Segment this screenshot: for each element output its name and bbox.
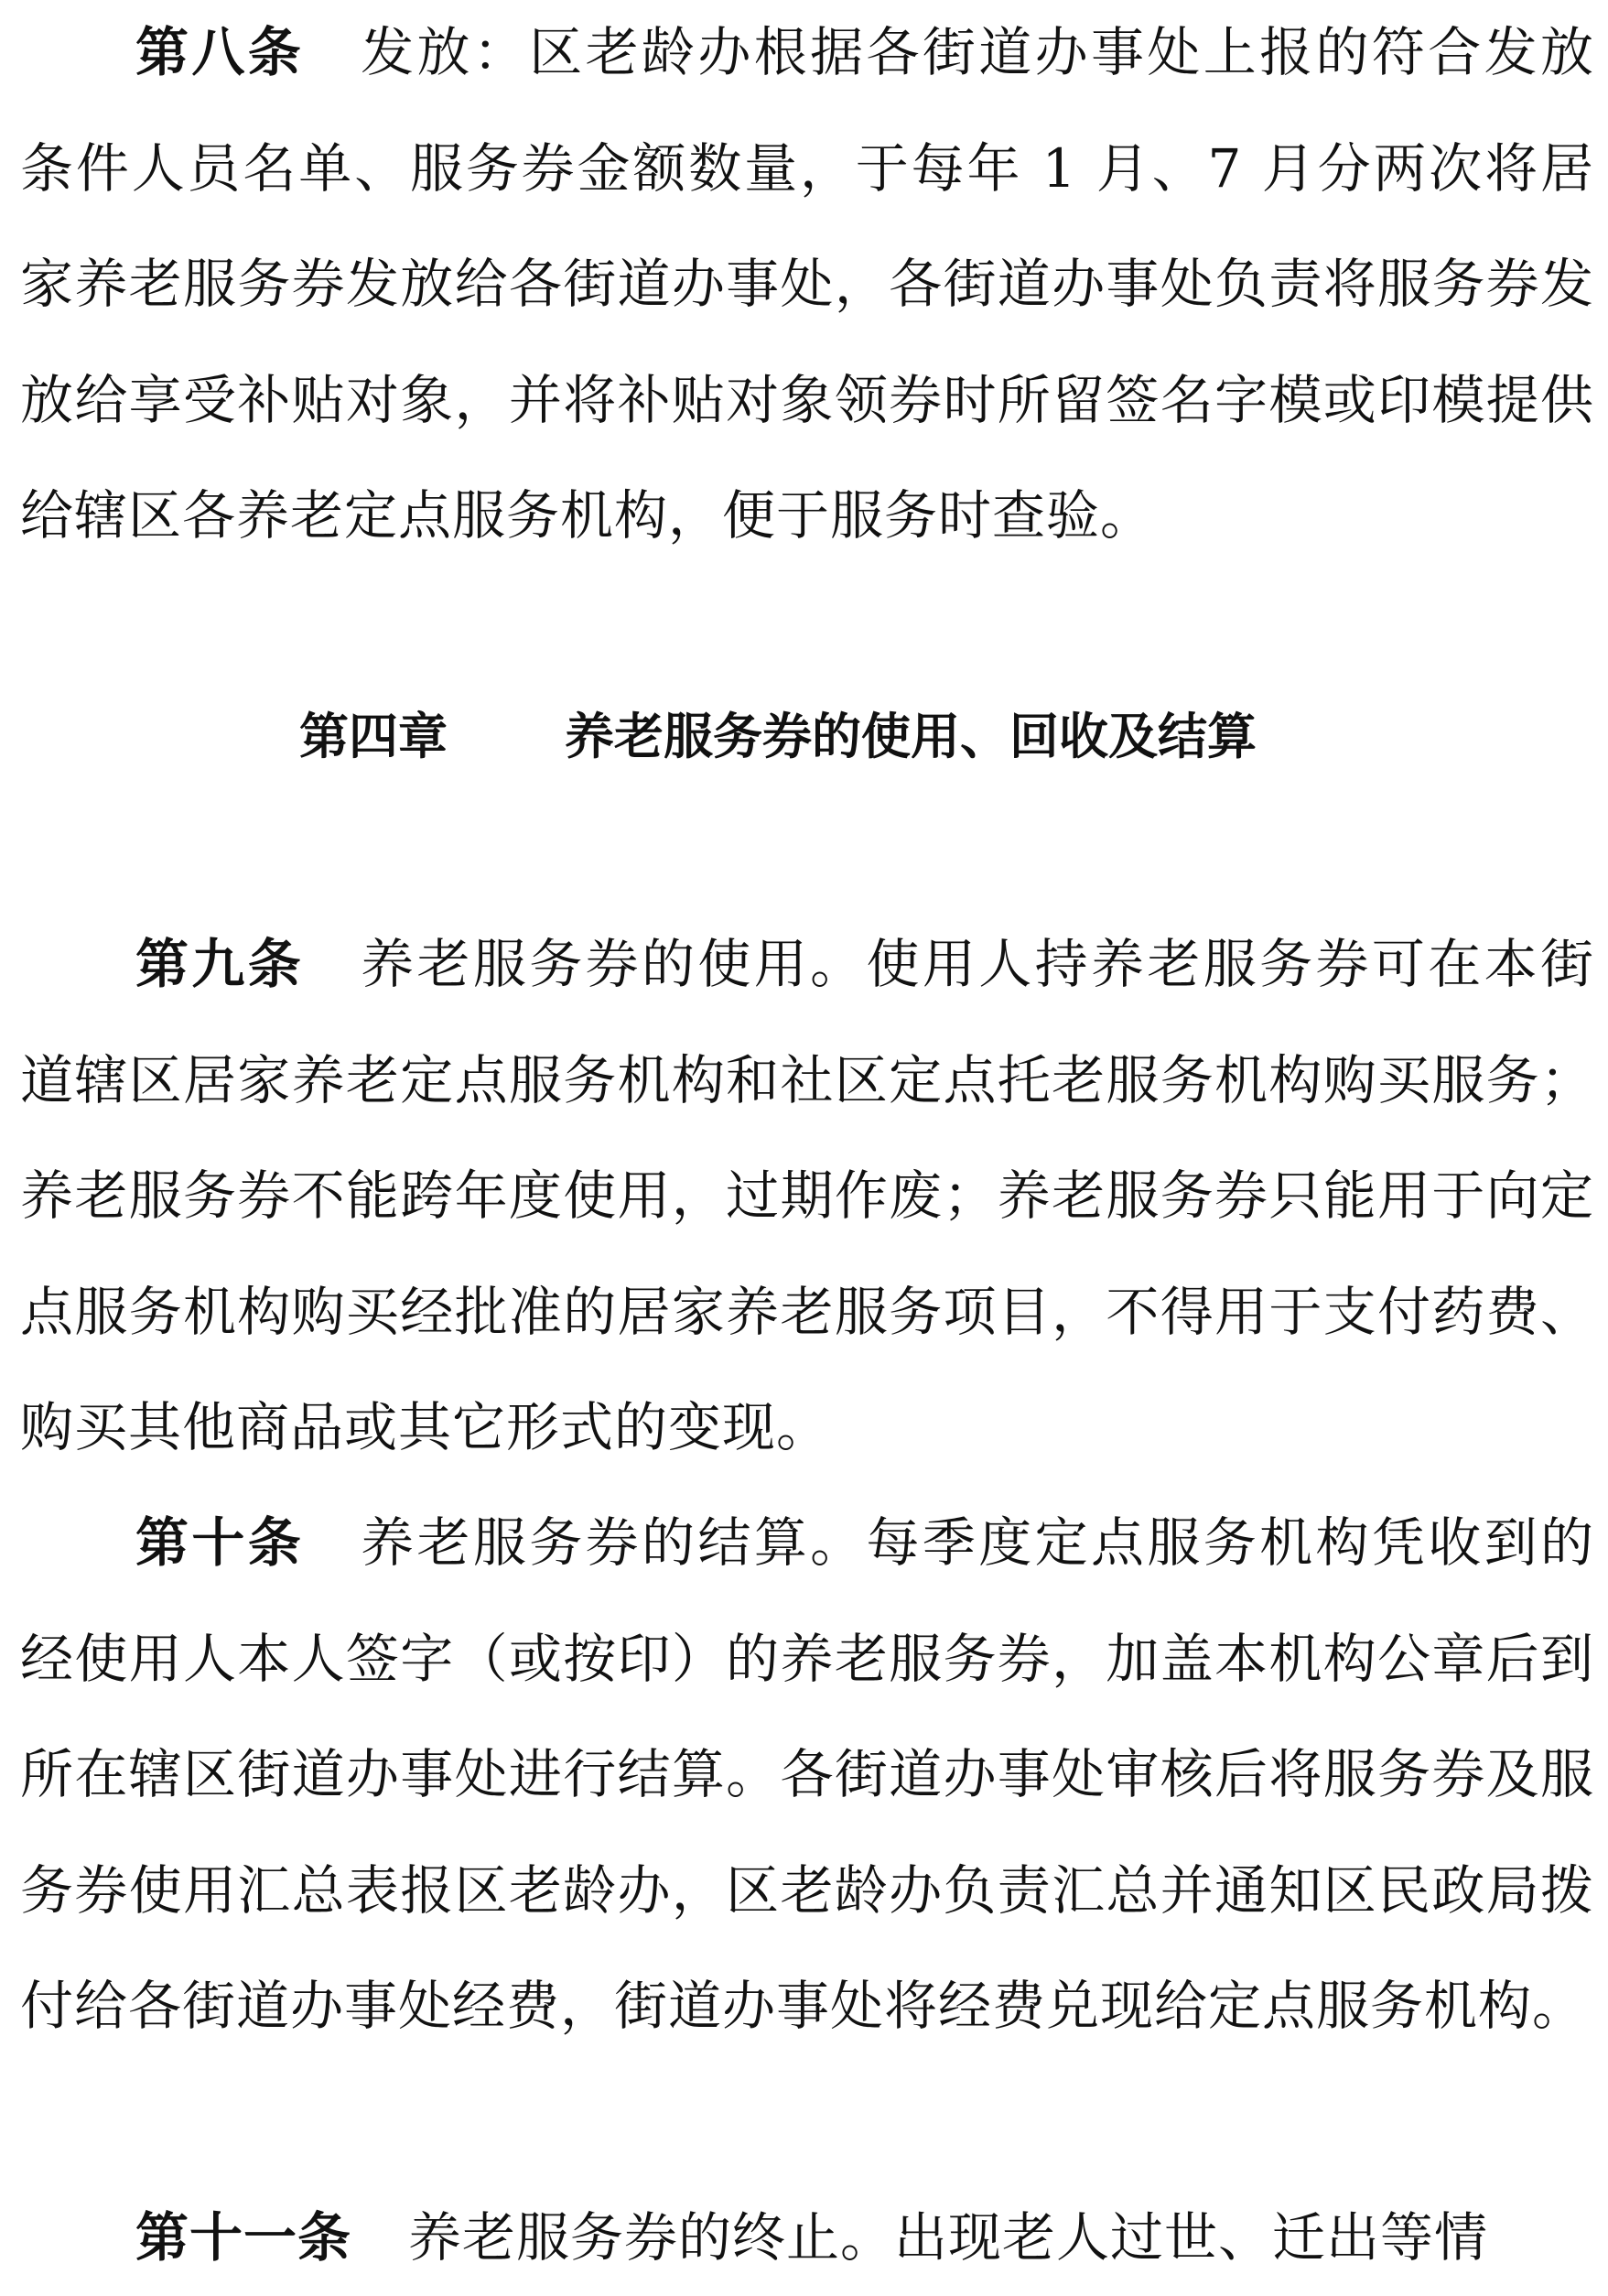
article-11-text: 养老服务券的终止。出现老人过世、迁出等情 xyxy=(408,2206,1489,2269)
article-10-paragraph xyxy=(20,1485,1594,2064)
article-11-label: 第十一条 xyxy=(135,2206,352,2269)
article-10-text: 养老服务券的结算。每季度定点服务机构凭收到的经使用人本人签字（或按印）的养老服务券，加盖本机构公章后到所在辖区街道办事处进行结算。各街道办事处审核后将服务券及服务券使用汇总表报区老龄办，区老龄办负责汇总并通知区民政局拨付给各街道办事处经费，街道办事处将经费兑现给定点服务机构。 xyxy=(20,1511,1594,2037)
chapter-heading xyxy=(20,691,1594,783)
chapter-number: 第四章 xyxy=(299,708,448,765)
article-8-label: 第八条 xyxy=(135,21,305,83)
article-9-label: 第九条 xyxy=(135,933,305,995)
article-10-label: 第十条 xyxy=(135,1511,305,1574)
article-11-paragraph xyxy=(20,2180,1594,2296)
article-9-paragraph xyxy=(20,906,1594,1486)
article-9-text: 养老服务券的使用。使用人持养老服务券可在本街道辖区居家养老定点服务机构和社区定点托老服务机构购买服务；养老服务券不能跨年度使用，过期作废；养老服务券只能用于向定点服务机构购买经批准的居家养老服务项目，不得用于支付药费、购买其他商品或其它形式的变现。 xyxy=(20,933,1594,1458)
article-8-paragraph xyxy=(20,0,1594,574)
chapter-title: 养老服务券的使用、回收及结算 xyxy=(565,708,1257,765)
article-8-text: 发放：区老龄办根据各街道办事处上报的符合发放条件人员名单、服务券金额数量，于每年 1 月、7 月分两次将居家养老服务券发放给各街道办事处，各街道办事处负责将服务券发放给享受补贴对象，并将补贴对象领券时所留签名字模或印模提供给辖区各养老定点服务机构，便于服务时查验。 xyxy=(20,21,1594,547)
